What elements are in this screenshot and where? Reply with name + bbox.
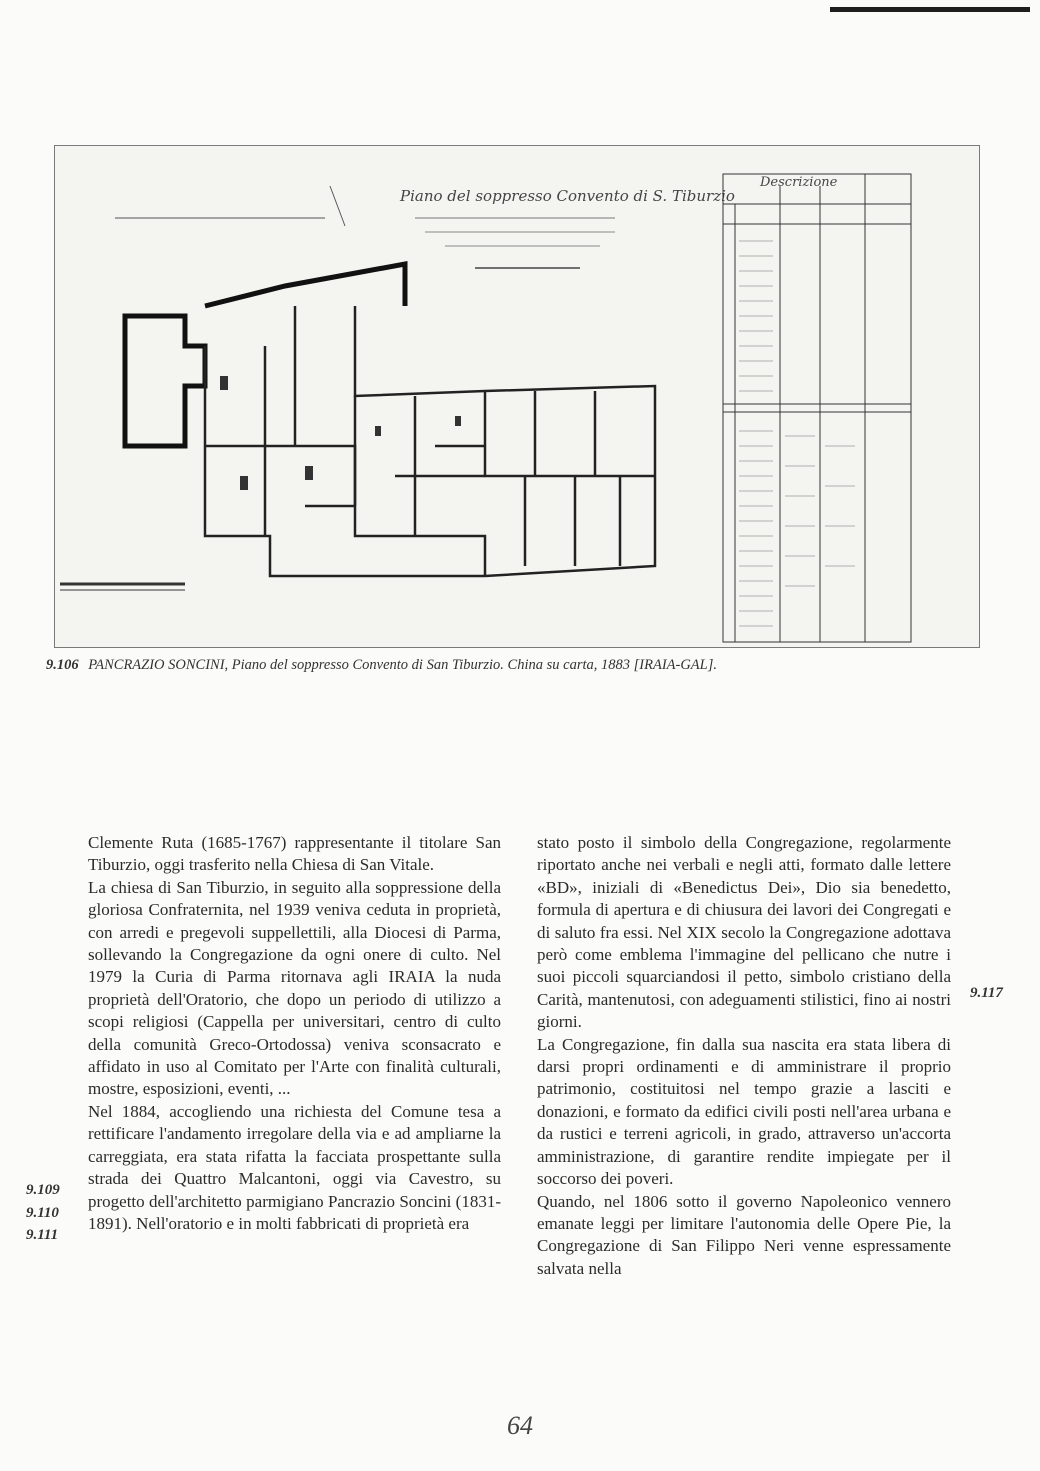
figure-caption bbox=[46, 657, 976, 674]
figure-number: 9.106 bbox=[46, 657, 79, 673]
floor-plan-drawing bbox=[55, 146, 981, 649]
figure-caption-text: PANCRAZIO SONCINI, Piano del soppresso Convento di San Tiburzio. China su carta, 1883 [IRAIA-GAL]. bbox=[88, 657, 717, 673]
paragraph: Clemente Ruta (1685-1767) rappresentante il titolare San Tiburzio, oggi trasferito nella Chiesa di San Vitale. bbox=[88, 833, 501, 875]
floor-plan-figure bbox=[54, 145, 980, 648]
paragraph: La chiesa di San Tiburzio, in seguito alla soppressione della gloriosa Confraternita, nel 1939 veniva ceduta in proprietà, con arredi e pregevoli suppellettili, alla Diocesi di Parma, sollevando la Congregazione da ogni onere di culto. Nel 1979 la Curia di Parma ritornava agli IRAIA la nuda proprietà dell'Oratorio, che dopo un periodo di utilizzo a scopi religiosi (Cappella per universitari, centro di culto della comunità Greco-Ortodossa) veniva sconsacrato e affidato in uso al Comitato per l'Arte con finalità culturali, mostre, esposizioni, eventi, ... bbox=[88, 877, 501, 1099]
text-column-left bbox=[88, 832, 501, 1235]
paragraph: Nel 1884, accogliendo una richiesta del Comune tesa a rettificare l'andamento irregolare della via e ad ampliarne la carreggiata, era stata rifatta la facciata prospettante sulla strada dei Quattro Malcantoni, oggi via Cavestro, su progetto dell'architetto parmigiano Pancrazio Soncini (1831-1891). Nell'oratorio e in molti fabbricati di proprietà era bbox=[88, 1101, 501, 1233]
paragraph: La Congregazione, fin dalla sua nascita era stata libera di darsi propri ordinamenti e di amministrare il proprio patrimonio, costituitosi nel tempo grazie a lasciti e donazioni, e formato da edifici civili posti nell'area urbana e da rustici e terreni agricoli, in grado, attraverso un'accorta amministrazione, di garantire rendite impiegate per il soccorso dei poveri. bbox=[537, 1034, 951, 1189]
paragraph: stato posto il simbolo della Congregazione, regolarmente riportato anche nei verbali e negli atti, formato dalle lettere «BD», iniziali di «Benedictus Dei», Dio sia benedetto, formula di apertura e di chiusura dei lavori dei Congregati e di saluto fra essi. Nel XIX secolo la Congregazione adottava però come emblema l'immagine del pellicano che nutre i suoi piccoli squarciandosi il petto, simbolo cristiano della Carità, mantenutosi, con adeguamenti stilistici, fino ai nostri giorni. bbox=[537, 833, 951, 1032]
legend-title: Descrizione bbox=[760, 175, 838, 190]
margin-reference: 9.117 bbox=[970, 985, 1003, 1001]
paragraph: Quando, nel 1806 sotto il governo Napoleonico vennero emanate leggi per limitare l'autonomia delle Opere Pie, la Congregazione di San Filippo Neri venne espressamente salvata nella bbox=[537, 1191, 951, 1278]
margin-reference: 9.111 bbox=[26, 1227, 59, 1243]
margin-reference: 9.110 bbox=[26, 1205, 59, 1221]
text-column-right bbox=[537, 832, 951, 1280]
drawing-title: Piano del soppresso Convento di S. Tiburzio bbox=[400, 187, 735, 205]
margin-reference: 9.109 bbox=[26, 1182, 60, 1198]
top-rule bbox=[830, 7, 1030, 12]
page-number: 64 bbox=[507, 1411, 533, 1440]
